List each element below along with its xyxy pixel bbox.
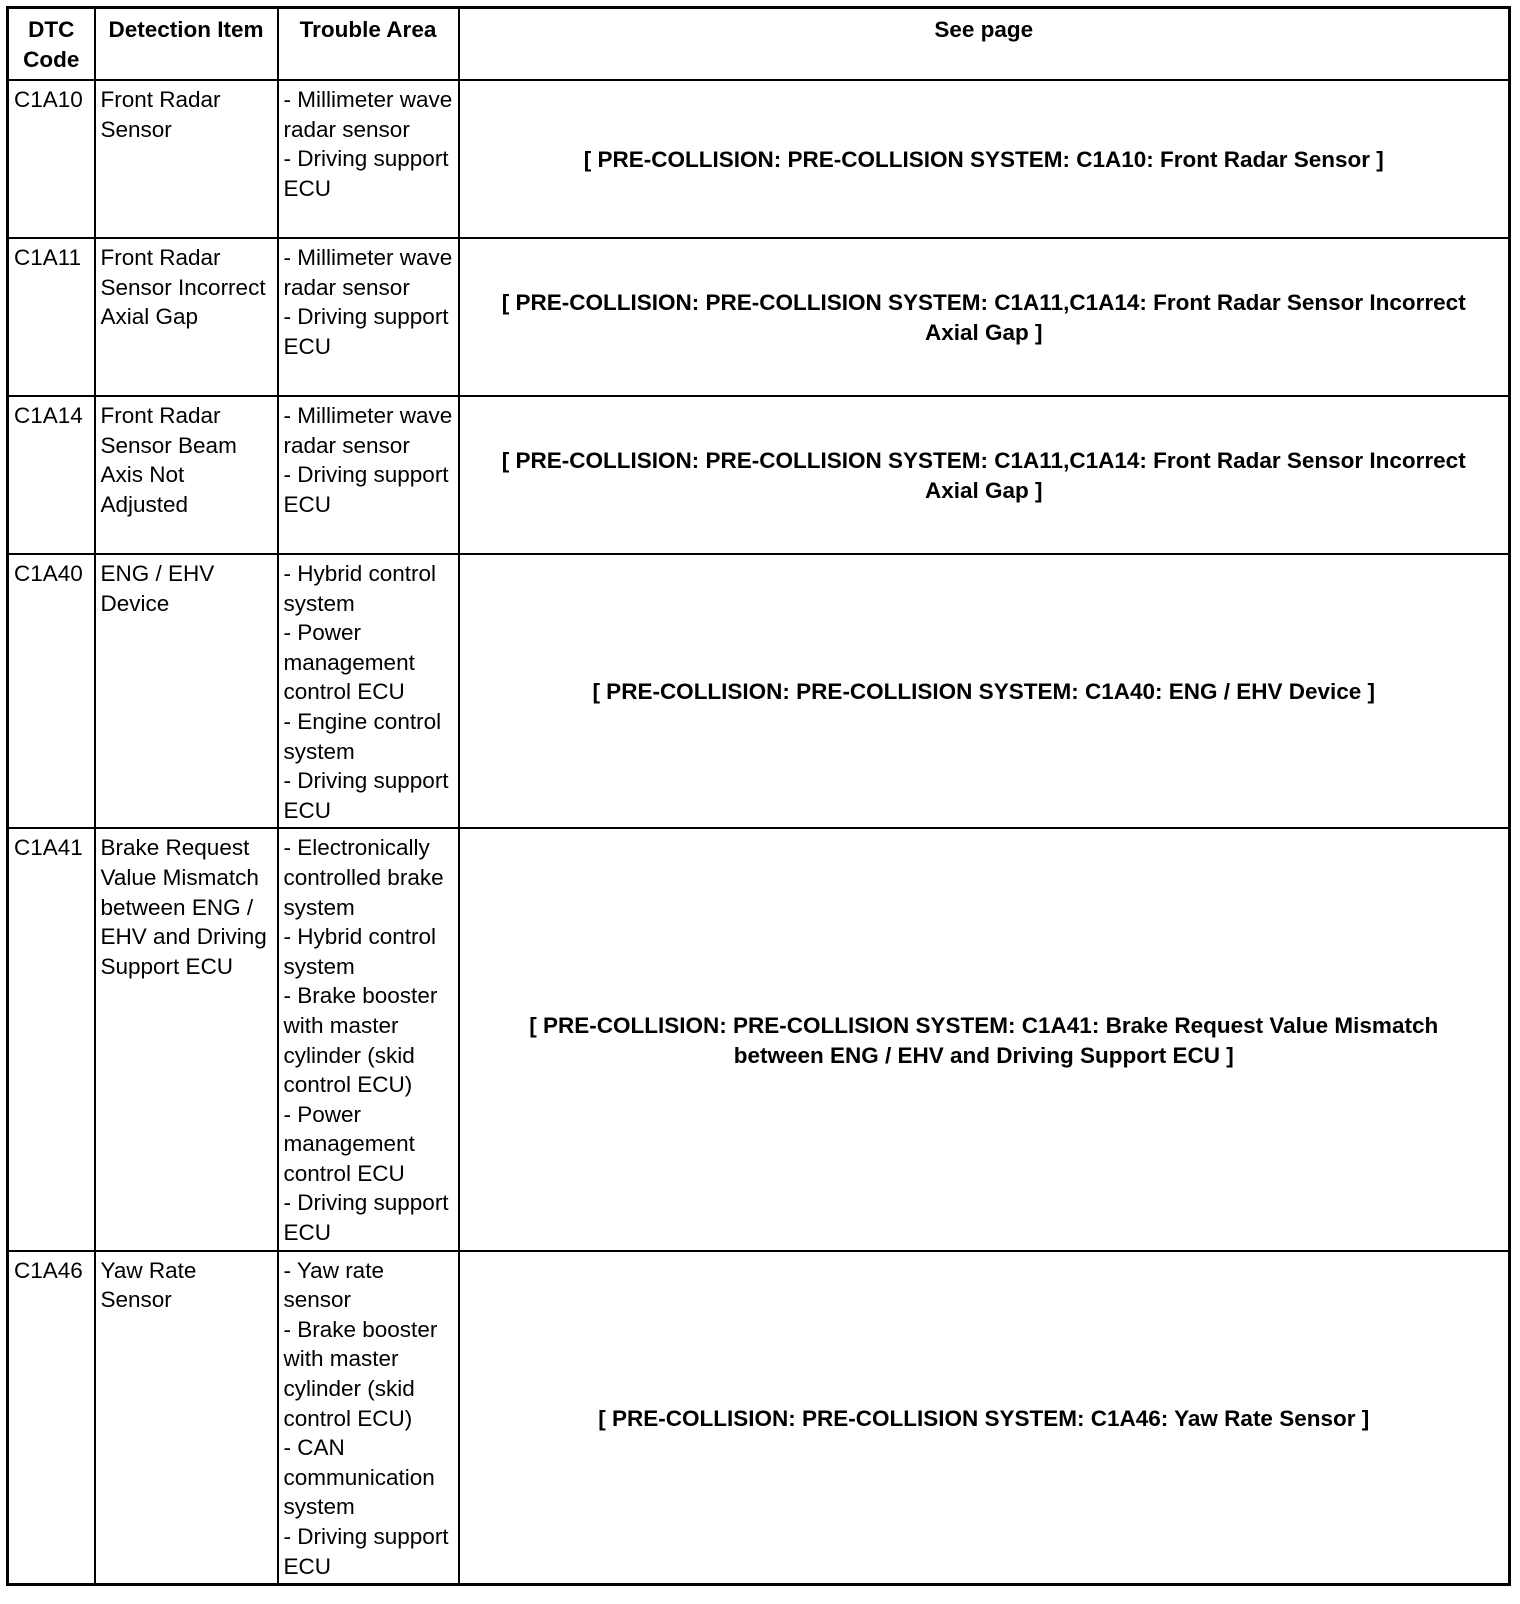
trouble-area-item: - Power management control ECU [283,620,415,705]
table-row [8,1251,1510,1585]
dtc-code-cell: C1A11 [8,238,95,396]
trouble-area-item: - Hybrid control system [283,924,437,979]
see-page-link[interactable]: [ PRE-COLLISION: PRE-COLLISION SYSTEM: C1A11,C1A14: Front Radar Sensor Incorrect Axial Gap ] [459,238,1510,396]
header-dtc-code: DTC Code [8,8,95,81]
dtc-table [6,6,1511,1586]
see-page-link[interactable]: [ PRE-COLLISION: PRE-COLLISION SYSTEM: C1A41: Brake Request Value Mismatch between ENG / EHV and Driving Support ECU ] [459,828,1510,1250]
trouble-area-cell [278,1251,459,1585]
table-row [8,828,1510,1250]
header-detection-item: Detection Item [95,8,278,81]
trouble-area-item: - Brake booster with master cylinder (skid control ECU) [283,983,438,1098]
see-page-link[interactable]: [ PRE-COLLISION: PRE-COLLISION SYSTEM: C1A10: Front Radar Sensor ] [459,80,1510,238]
trouble-area-item: - Hybrid control system [283,561,437,616]
trouble-area-item: - Driving support ECU [283,1524,449,1579]
see-page-link[interactable]: [ PRE-COLLISION: PRE-COLLISION SYSTEM: C1A46: Yaw Rate Sensor ] [459,1251,1510,1585]
table-row [8,238,1510,396]
see-page-link[interactable]: [ PRE-COLLISION: PRE-COLLISION SYSTEM: C1A11,C1A14: Front Radar Sensor Incorrect Axial Gap ] [459,396,1510,554]
trouble-area-item: - Driving support ECU [283,768,449,823]
trouble-area-cell [278,554,459,828]
trouble-area-item: - Driving support ECU [283,146,449,201]
trouble-area-item: - Millimeter wave radar sensor [283,87,453,142]
detection-item-cell: ENG / EHV Device [95,554,278,828]
detection-item-cell: Front Radar Sensor Incorrect Axial Gap [95,238,278,396]
trouble-area-item: - Millimeter wave radar sensor [283,403,453,458]
trouble-area-cell [278,80,459,238]
dtc-code-cell: C1A46 [8,1251,95,1585]
trouble-area-item: - Engine control system [283,708,442,764]
trouble-area-cell [278,238,459,396]
detection-item-cell: Front Radar Sensor Beam Axis Not Adjusted [95,396,278,554]
dtc-code-cell: C1A40 [8,554,95,828]
trouble-area-item: - Yaw rate sensor [283,1257,384,1313]
see-page-link[interactable]: [ PRE-COLLISION: PRE-COLLISION SYSTEM: C1A40: ENG / EHV Device ] [459,554,1510,828]
trouble-area-item: - Driving support ECU [283,304,449,359]
table-header-row [8,8,1510,81]
trouble-area-item: - Driving support ECU [283,1190,449,1246]
trouble-area-item: - Millimeter wave radar sensor [283,245,453,300]
table-row [8,80,1510,238]
trouble-area-cell [278,828,459,1250]
detection-item-cell: Brake Request Value Mismatch between ENG / EHV and Driving Support ECU [95,828,278,1250]
header-trouble-area: Trouble Area [278,8,459,81]
table-row [8,554,1510,828]
detection-item-cell: Front Radar Sensor [95,80,278,238]
trouble-area-item: - Electronically controlled brake system [283,835,444,920]
trouble-area-item: - Power management control ECU [283,1101,415,1186]
dtc-code-cell: C1A10 [8,80,95,238]
trouble-area-cell [278,396,459,554]
table-row [8,396,1510,554]
trouble-area-item: - Brake booster with master cylinder (skid control ECU) [283,1316,438,1431]
dtc-code-cell: C1A14 [8,396,95,554]
trouble-area-item: - Driving support ECU [283,462,449,517]
dtc-code-cell: C1A41 [8,828,95,1250]
trouble-area-item: - CAN communication system [283,1435,435,1520]
detection-item-cell: Yaw Rate Sensor [95,1251,278,1585]
header-see-page: See page [459,8,1510,81]
